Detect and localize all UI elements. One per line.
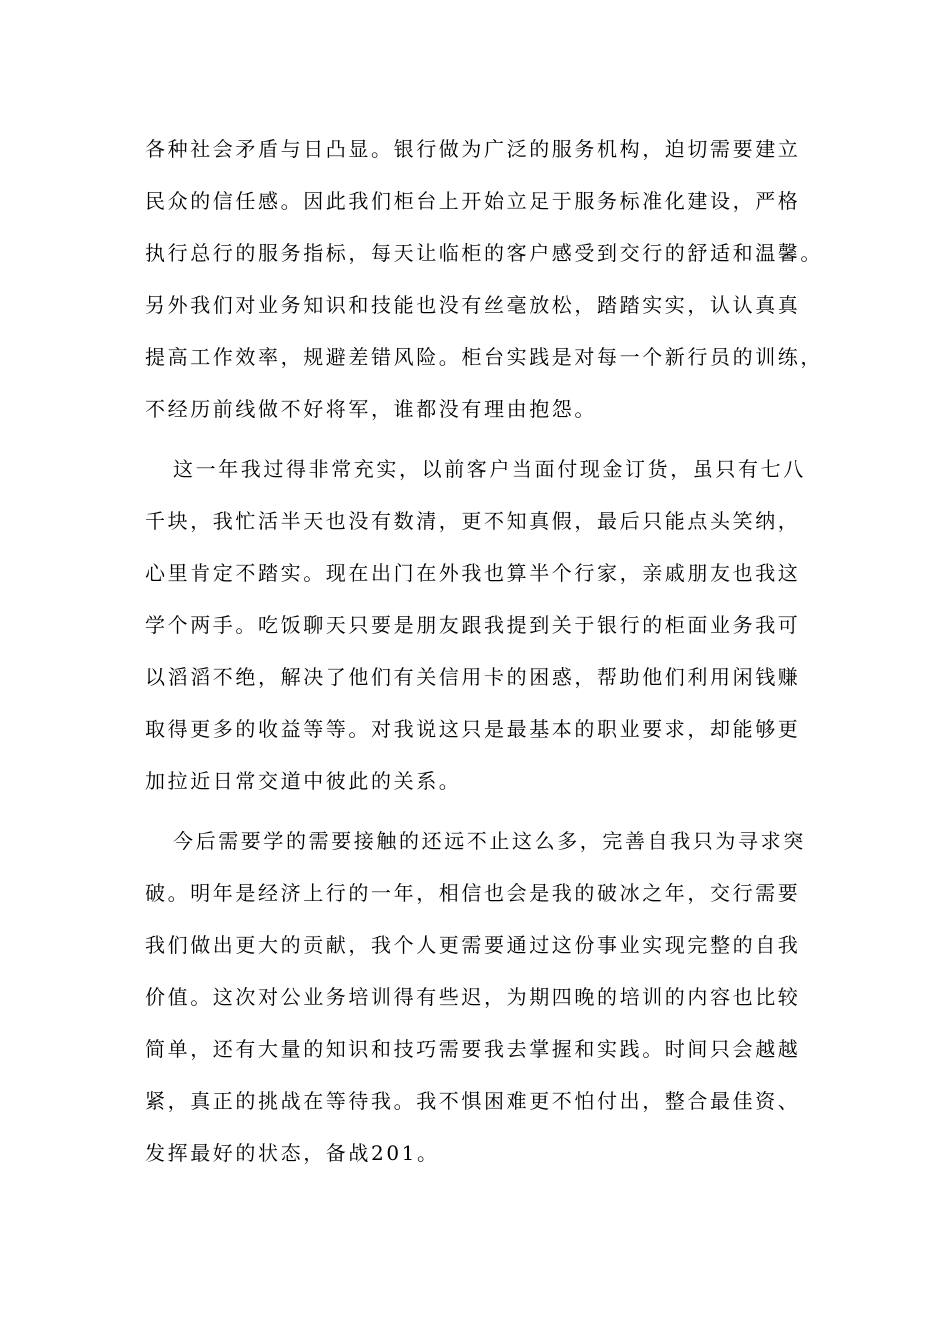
text-line: 以滔滔不绝，解决了他们有关信用卡的困惑，帮助他们利用闲钱赚 (145, 665, 801, 689)
text-line: 不经历前线做不好将军，谁都没有理由抱怨。 (145, 397, 597, 421)
text-line: 民众的信任感。因此我们柜台上开始立足于服务标准化建设，严格 (145, 189, 801, 213)
text-line: 另外我们对业务知识和技能也没有丝毫放松，踏踏实实，认认真真 (145, 293, 801, 317)
text-line: 加拉近日常交道中彼此的关系。 (145, 769, 462, 793)
text-line: 心里肯定不踏实。现在出门在外我也算半个行家，亲戚朋友也我这 (145, 561, 801, 585)
text-line: 紧，真正的挑战在等待我。我不惧困难更不怕付出，整合最佳资、 (145, 1089, 801, 1113)
text-line: 这一年我过得非常充实，以前客户当面付现金订货，虽只有七八 (173, 457, 806, 481)
text-line: 学个两手。吃饭聊天只要是朋友跟我提到关于银行的柜面业务我可 (145, 613, 801, 637)
text-line: 发挥最好的状态，备战201。 (145, 1141, 440, 1165)
text-line: 执行总行的服务指标，每天让临柜的客户感受到交行的舒适和温馨。 (145, 241, 823, 265)
paragraph-2 (145, 443, 835, 807)
text-line: 千块，我忙活半天也没有数清，更不知真假，最后只能点头笑纳， (145, 509, 801, 533)
paragraph-3 (145, 815, 835, 1179)
text-line: 取得更多的收益等等。对我说这只是最基本的职业要求，却能够更 (145, 717, 801, 741)
text-line: 简单，还有大量的知识和技巧需要我去掌握和实践。时间只会越越 (145, 1037, 801, 1061)
paragraph-1 (145, 123, 835, 435)
text-line: 我们做出更大的贡献，我个人更需要通过这份事业实现完整的自我 (145, 933, 801, 957)
text-line: 破。明年是经济上行的一年，相信也会是我的破冰之年，交行需要 (145, 881, 801, 905)
text-line: 提高工作效率，规避差错风险。柜台实践是对每一个新行员的训练， (145, 345, 823, 369)
text-line: 价值。这次对公业务培训得有些迟，为期四晚的培训的内容也比较 (145, 985, 801, 1009)
text-line: 今后需要学的需要接触的还远不止这么多，完善自我只为寻求突 (173, 829, 806, 853)
document-body (145, 123, 835, 1179)
text-line: 各种社会矛盾与日凸显。银行做为广泛的服务机构，迫切需要建立 (145, 137, 801, 161)
